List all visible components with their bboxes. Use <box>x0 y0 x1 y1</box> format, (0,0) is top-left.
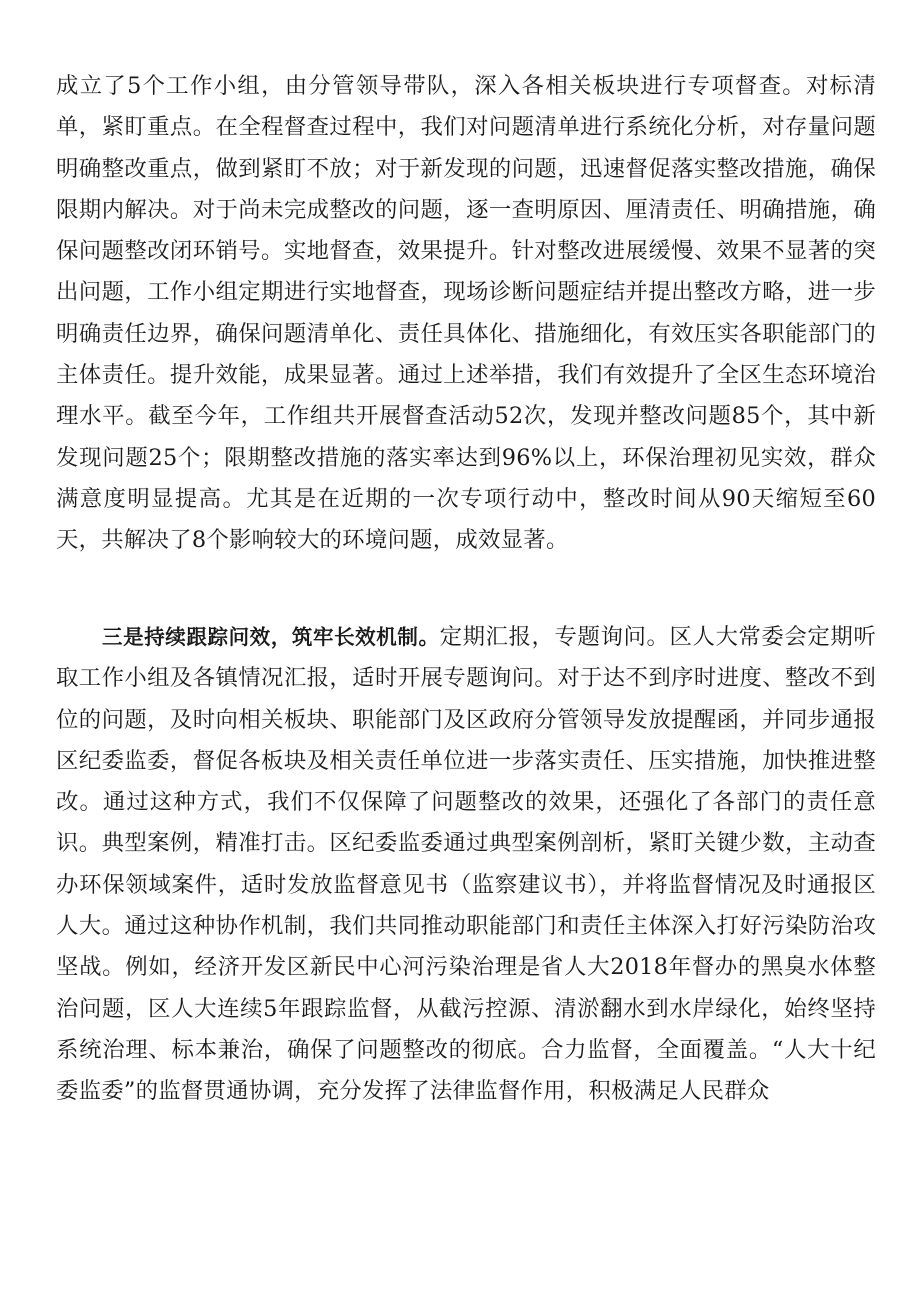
section-heading: 三是持续跟踪问效，筑牢长效机制。 <box>102 625 440 649</box>
body-paragraph-1: 成立了5个工作小组，由分管领导带队，深入各相关板块进行专项督查。对标清单，紧盯重点。在全程督查过程中，我们对问题清单进行系统化分析，对存量问题明确整改重点，做到紧盯不放；对于新发现的问题，迅速督促落实整改措施，确保限期内解决。对于尚未完成整改的问题，逐一查明原因、厘清责任、明确措施，确保问题整改闭环销号。实地督查，效果提升。针对整改进展缓慢、效果不显著的突出问题，工作小组定期进行实地督查，现场诊断问题症结并提出整改方略，进一步明确责任边界，确保问题清单化、责任具体化、措施细化，有效压实各职能部门的主体责任。提升效能，成果显著。通过上述举措，我们有效提升了全区生态环境治理水平。截至今年，工作组共开展督查活动52次，发现并整改问题85个，其中新发现问题25个；限期整改措施的落实率达到96%以上，环保治理初见实效，群众满意度明显提高。尤其是在近期的一次专项行动中，整改时间从90天缩短至60天，共解决了8个影响较大的环境问题，成效显著。 <box>56 73 876 554</box>
section-body: 定期汇报，专题询问。区人大常委会定期听取工作小组及各镇情况汇报，适时开展专题询问。对于达不到序时进度、整改不到位的问题，及时向相关板块、职能部门及区政府分管领导发放提醒函，并同步通报区纪委监委，督促各板块及相关责任单位进一步落实责任、压实措施，加快推进整改。通过这种方式，我们不仅保障了问题整改的效果，还强化了各部门的责任意识。典型案例，精准打击。区纪委监委通过典型案例剖析，紧盯关键少数，主动查办环保领域案件，适时发放监督意见书（监察建议书），并将监督情况及时通报区人大。通过这种协作机制，我们共同推动职能部门和责任主体深入打好污染防治攻坚战。例如，经济开发区新民中心河污染治理是省人大2018年督办的黑臭水体整治问题，区人大连续5年跟踪监督，从截污控源、清淤翻水到水岸绿化，始终坚持系统治理、标本兼治，确保了问题整改的彻底。合力监督，全面覆盖。“人大十纪委监委”的监督贯通协调，充分发挥了法律监督作用，积极满足人民群众 <box>56 624 877 1105</box>
body-paragraph-2 <box>56 617 876 1113</box>
